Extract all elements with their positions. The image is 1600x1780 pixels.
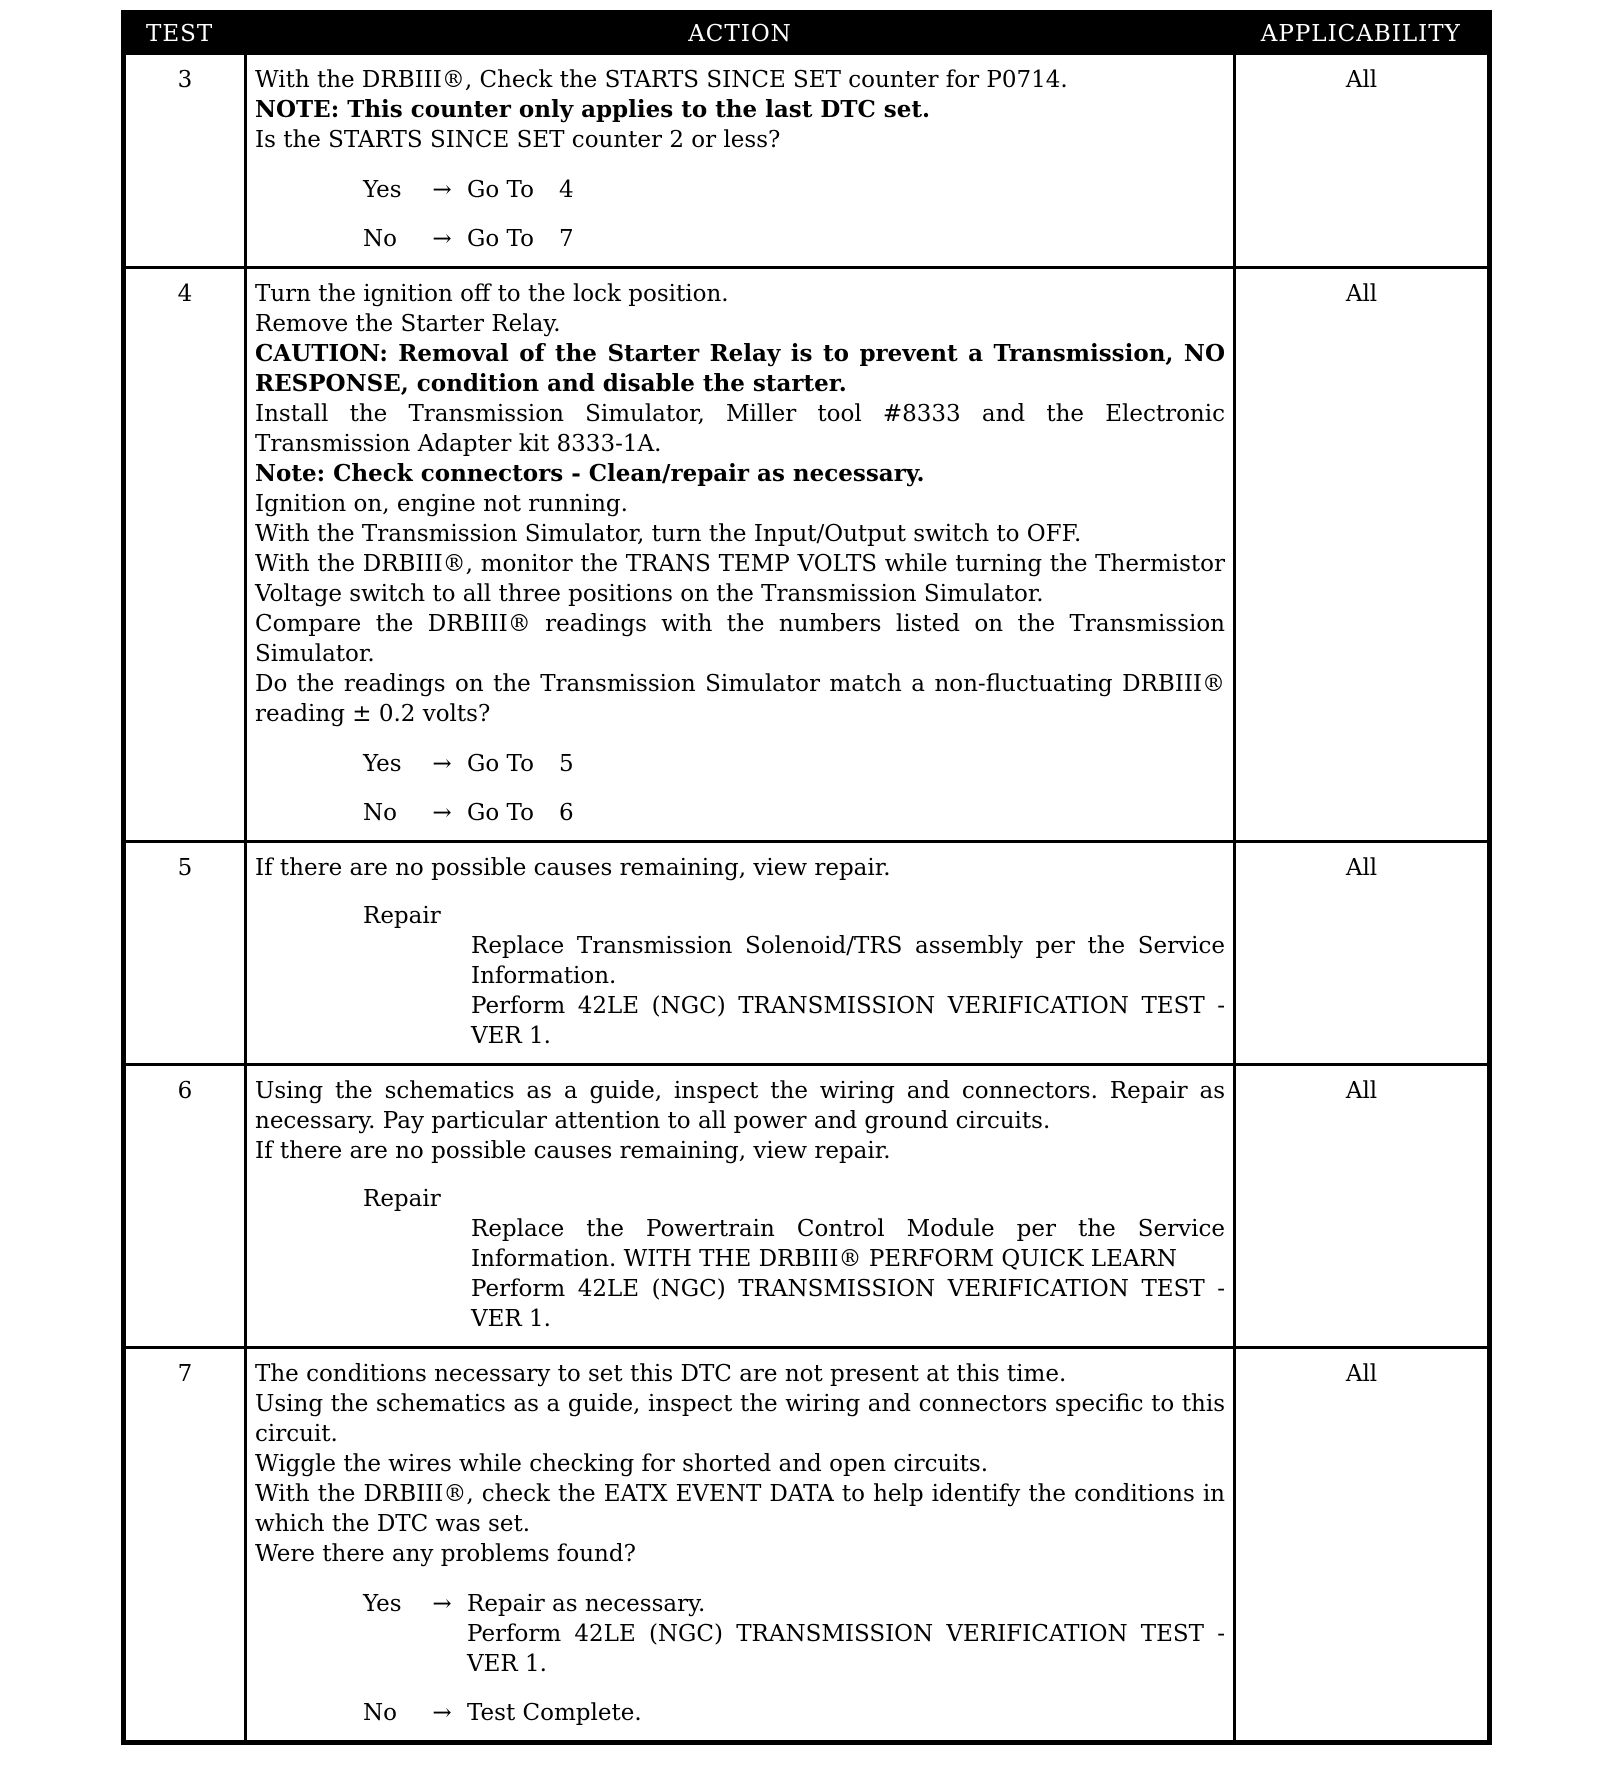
action-cell (246, 842, 1235, 1065)
action-line: With the Transmission Simulator, turn the Input/Output switch to OFF. (255, 521, 1082, 547)
answer-yes: Yes (363, 751, 402, 777)
action-line: With the DRBIII®, Check the STARTS SINCE SET counter for P0714. (255, 67, 1068, 93)
applicability-cell: All (1235, 268, 1490, 842)
table-row (124, 1065, 1490, 1348)
yes-branch (255, 1589, 1225, 1679)
instruction-line: Repair as necessary. (467, 1591, 706, 1617)
goto-label: Go To (467, 800, 534, 826)
right-arrow-icon: → (432, 800, 452, 826)
goto-destination: 5 (559, 751, 574, 777)
table-row (124, 1348, 1490, 1743)
table-row (124, 268, 1490, 842)
right-arrow-icon: → (432, 1700, 452, 1726)
no-branch (255, 1698, 1225, 1728)
repair-line: Replace the Powertrain Control Module per the Service Information. WITH THE DRBIII® PERFORM QUICK LEARN (471, 1216, 1225, 1272)
diagnostic-test-table (121, 10, 1492, 1745)
note-line: Note: Check connectors - Clean/repair as necessary. (255, 460, 925, 487)
action-line: The conditions necessary to set this DTC are not present at this time. (255, 1361, 1067, 1387)
test-number: 4 (124, 268, 246, 842)
yes-branch (255, 749, 1225, 779)
right-arrow-icon: → (432, 177, 452, 203)
action-line: With the DRBIII®, monitor the TRANS TEMP VOLTS while turning the Thermistor Voltage switch to all three positions on the Transmission Simulator. (255, 551, 1225, 607)
applicability-cell: All (1235, 1065, 1490, 1348)
goto-destination: 6 (559, 800, 574, 826)
answer-yes: Yes (363, 177, 402, 203)
right-arrow-icon: → (432, 226, 452, 252)
action-line: With the DRBIII®, check the EATX EVENT DATA to help identify the conditions in which the DTC was set. (255, 1481, 1225, 1537)
right-arrow-icon: → (432, 1591, 452, 1617)
question-line: Is the STARTS SINCE SET counter 2 or less? (255, 127, 781, 153)
action-line: Ignition on, engine not running. (255, 491, 628, 517)
note-line: NOTE: This counter only applies to the last DTC set. (255, 96, 930, 123)
action-cell (246, 1348, 1235, 1743)
instruction-line: Perform 42LE (NGC) TRANSMISSION VERIFICATION TEST - VER 1. (467, 1621, 1225, 1677)
yes-branch (255, 175, 1225, 205)
test-number: 7 (124, 1348, 246, 1743)
table-header-row (124, 13, 1490, 54)
action-line: Wiggle the wires while checking for shorted and open circuits. (255, 1451, 989, 1477)
test-number: 6 (124, 1065, 246, 1348)
applicability-cell: All (1235, 1348, 1490, 1743)
action-cell (246, 268, 1235, 842)
table-row (124, 54, 1490, 268)
applicability-cell: All (1235, 842, 1490, 1065)
action-line: Compare the DRBIII® readings with the numbers listed on the Transmission Simulator. (255, 611, 1225, 667)
goto-label: Go To (467, 177, 534, 203)
test-number: 5 (124, 842, 246, 1065)
action-line: If there are no possible causes remaining, view repair. (255, 1138, 891, 1164)
action-line: Using the schematics as a guide, inspect the wiring and connectors. Repair as necessary. Pay particular attention to all power and ground circuits. (255, 1078, 1225, 1134)
right-arrow-icon: → (432, 751, 452, 777)
repair-line: Perform 42LE (NGC) TRANSMISSION VERIFICATION TEST - VER 1. (471, 993, 1225, 1049)
action-line: Using the schematics as a guide, inspect the wiring and connectors specific to this circuit. (255, 1391, 1225, 1447)
goto-destination: 4 (559, 177, 574, 203)
answer-no: No (363, 800, 397, 826)
no-branch (255, 224, 1225, 254)
question-line: Do the readings on the Transmission Simulator match a non-fluctuating DRBIII® reading ± 0.2 volts? (255, 671, 1225, 727)
repair-line: Perform 42LE (NGC) TRANSMISSION VERIFICATION TEST - VER 1. (471, 1276, 1225, 1332)
question-line: Were there any problems found? (255, 1541, 636, 1567)
caution-line: CAUTION: Removal of the Starter Relay is to prevent a Transmission, NO RESPONSE, condition and disable the starter. (255, 340, 1225, 397)
procedure-page (121, 10, 1487, 1745)
table-row (124, 842, 1490, 1065)
header-action: ACTION (246, 13, 1235, 54)
action-line: Install the Transmission Simulator, Miller tool #8333 and the Electronic Transmission Adapter kit 8333-1A. (255, 401, 1225, 457)
goto-label: Go To (467, 226, 534, 252)
action-line: Remove the Starter Relay. (255, 311, 561, 337)
no-branch (255, 798, 1225, 828)
answer-no: No (363, 1700, 397, 1726)
repair-line: Replace Transmission Solenoid/TRS assembly per the Service Information. (471, 933, 1225, 989)
repair-label: Repair (363, 903, 441, 929)
answer-no: No (363, 226, 397, 252)
action-line: If there are no possible causes remaining, view repair. (255, 855, 891, 881)
header-test: TEST (124, 13, 246, 54)
repair-label: Repair (363, 1186, 441, 1212)
no-result: Test Complete. (467, 1700, 642, 1726)
goto-destination: 7 (559, 226, 574, 252)
header-applicability: APPLICABILITY (1235, 13, 1490, 54)
test-number: 3 (124, 54, 246, 268)
action-cell (246, 54, 1235, 268)
answer-yes: Yes (363, 1591, 402, 1617)
goto-label: Go To (467, 751, 534, 777)
applicability-cell: All (1235, 54, 1490, 268)
action-line: Turn the ignition off to the lock position. (255, 281, 729, 307)
yes-instructions (467, 1589, 1225, 1679)
action-cell (246, 1065, 1235, 1348)
